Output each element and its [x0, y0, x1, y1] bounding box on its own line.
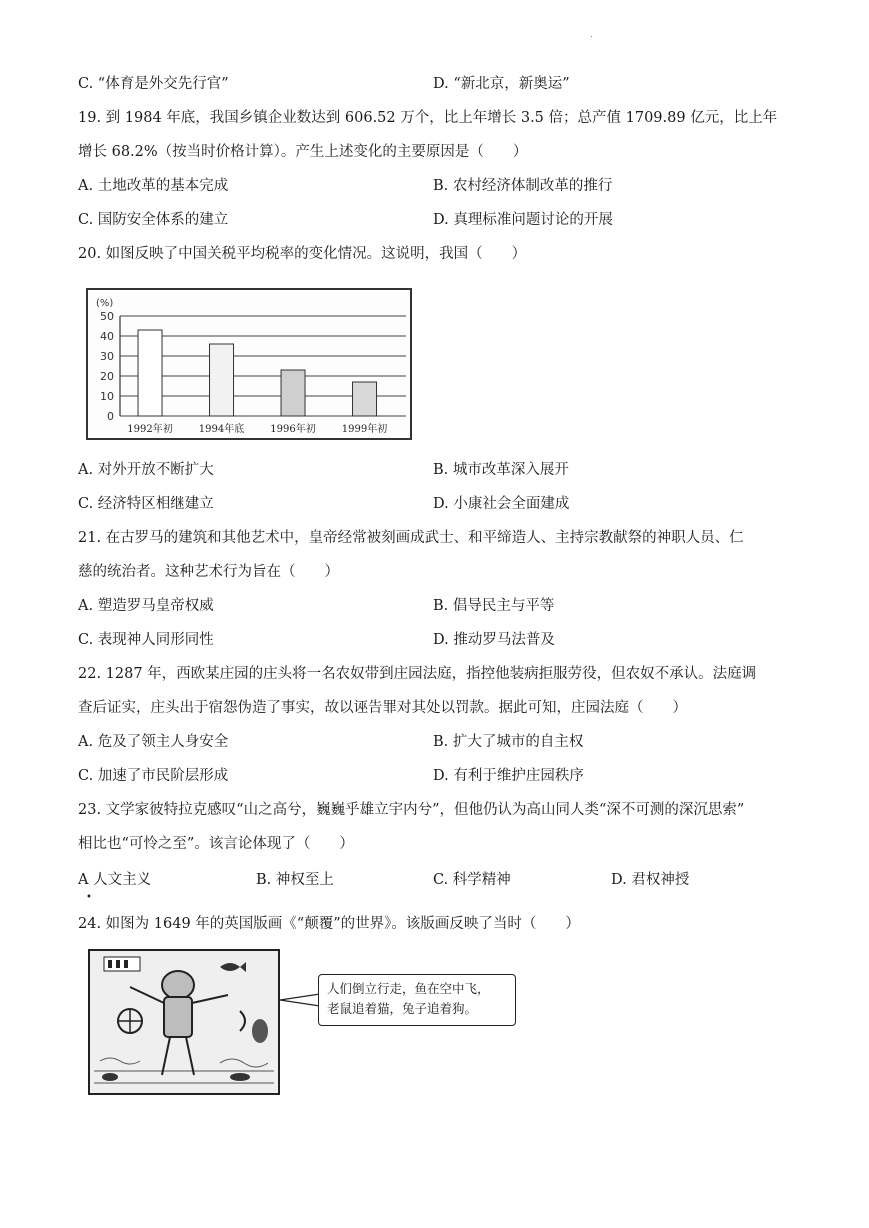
q22-option-a[interactable]: A. 危及了领主人身安全 — [78, 734, 229, 750]
q21-stem-line1: 21. 在古罗马的建筑和其他艺术中，皇帝经常被刻画成武士、和平缔造人、主持宗教献祭的神职人员、仁 — [78, 530, 744, 546]
q22-stem-line2: 查后证实，庄头出于宿怨伪造了事实，故以诬告罪对其处以罚款。据此可知，庄园法庭（ ） — [78, 700, 687, 716]
q21-option-b[interactable]: B. 倡导民主与平等 — [433, 598, 555, 614]
stray-dot: • — [86, 892, 92, 903]
q23-option-a[interactable]: A 人文主义 — [78, 872, 152, 888]
y-tick-label: 40 — [100, 330, 114, 343]
woodcut-illustration — [90, 951, 278, 1093]
y-tick-label: 0 — [107, 410, 114, 423]
q23-option-c[interactable]: C. 科学精神 — [433, 872, 511, 888]
q23-option-b[interactable]: B. 神权至上 — [256, 872, 334, 888]
q22-stem-line1: 22. 1287 年，西欧某庄园的庄头将一名农奴带到庄园法庭，指控他装病拒服劳役，但农奴不承认。法庭调 — [78, 666, 757, 682]
q19-option-d[interactable]: D. 真理标准问题讨论的开展 — [433, 212, 613, 228]
y-tick-label: 20 — [100, 370, 114, 383]
q18-option-d[interactable]: D. “新北京，新奥运” — [433, 76, 570, 92]
bubble-line-1: 人们倒立行走，鱼在空中飞， — [327, 981, 490, 996]
q20-option-d[interactable]: D. 小康社会全面建成 — [433, 496, 570, 512]
tariff-chart-svg — [88, 290, 410, 438]
chart-unit-label: (%) — [96, 298, 114, 309]
y-tick-label: 50 — [100, 310, 114, 323]
q20-option-c[interactable]: C. 经济特区相继建立 — [78, 496, 214, 512]
q21-option-a[interactable]: A. 塑造罗马皇帝权威 — [78, 598, 214, 614]
q19-stem-line1: 19. 到 1984 年底，我国乡镇企业数达到 606.52 万个，比上年增长 3.5 倍；总产值 1709.89 亿元，比上年 — [78, 110, 778, 126]
q24-stem: 24. 如图为 1649 年的英国版画《“颠覆”的世界》。该版画反映了当时（ ） — [78, 916, 580, 932]
q21-option-d[interactable]: D. 推动罗马法普及 — [433, 632, 555, 648]
speech-bubble — [318, 974, 516, 1026]
x-tick-label: 1996年初 — [270, 424, 316, 435]
bar — [138, 330, 162, 416]
q19-option-c[interactable]: C. 国防安全体系的建立 — [78, 212, 229, 228]
q19-option-b[interactable]: B. 农村经济体制改革的推行 — [433, 178, 613, 194]
speech-bubble-tail — [280, 990, 320, 1010]
q18-option-c[interactable]: C. “体育是外交先行官” — [78, 76, 229, 92]
q21-option-c[interactable]: C. 表现神人同形同性 — [78, 632, 214, 648]
tariff-chart — [86, 288, 412, 440]
page-mark: . — [590, 30, 593, 39]
y-tick-label: 10 — [100, 390, 114, 403]
x-tick-label: 1992年初 — [127, 424, 173, 435]
bar — [210, 344, 234, 416]
q21-stem-line2: 慈的统治者。这种艺术行为旨在（ ） — [78, 564, 339, 580]
woodcut-print-image — [88, 949, 280, 1095]
q23-stem-line2: 相比也“可怜之至”。该言论体现了（ ） — [78, 836, 354, 852]
q23-option-d[interactable]: D. 君权神授 — [611, 872, 690, 888]
x-tick-label: 1999年初 — [341, 424, 388, 435]
q20-option-b[interactable]: B. 城市改革深入展开 — [433, 462, 569, 478]
q19-option-a[interactable]: A. 土地改革的基本完成 — [78, 178, 229, 194]
q22-option-b[interactable]: B. 扩大了城市的自主权 — [433, 734, 584, 750]
q23-stem-line1: 23. 文学家彼特拉克感叹“山之高兮，巍巍乎雄立宇内兮”，但他仍认为高山同人类“深不可测的深沉思索” — [78, 802, 745, 818]
q22-option-c[interactable]: C. 加速了市民阶层形成 — [78, 768, 229, 784]
q20-option-a[interactable]: A. 对外开放不断扩大 — [78, 462, 214, 478]
q20-stem: 20. 如图反映了中国关税平均税率的变化情况。这说明，我国（ ） — [78, 246, 527, 262]
q19-stem-line2: 增长 68.2%（按当时价格计算）。产生上述变化的主要原因是（ ） — [78, 144, 528, 160]
y-tick-label: 30 — [100, 350, 114, 363]
x-tick-label: 1994年底 — [198, 424, 245, 435]
bar — [353, 382, 377, 416]
bar — [281, 370, 305, 416]
bubble-line-2: 老鼠追着猫，兔子追着狗。 — [327, 1001, 478, 1016]
q22-option-d[interactable]: D. 有利于维护庄园秩序 — [433, 768, 584, 784]
